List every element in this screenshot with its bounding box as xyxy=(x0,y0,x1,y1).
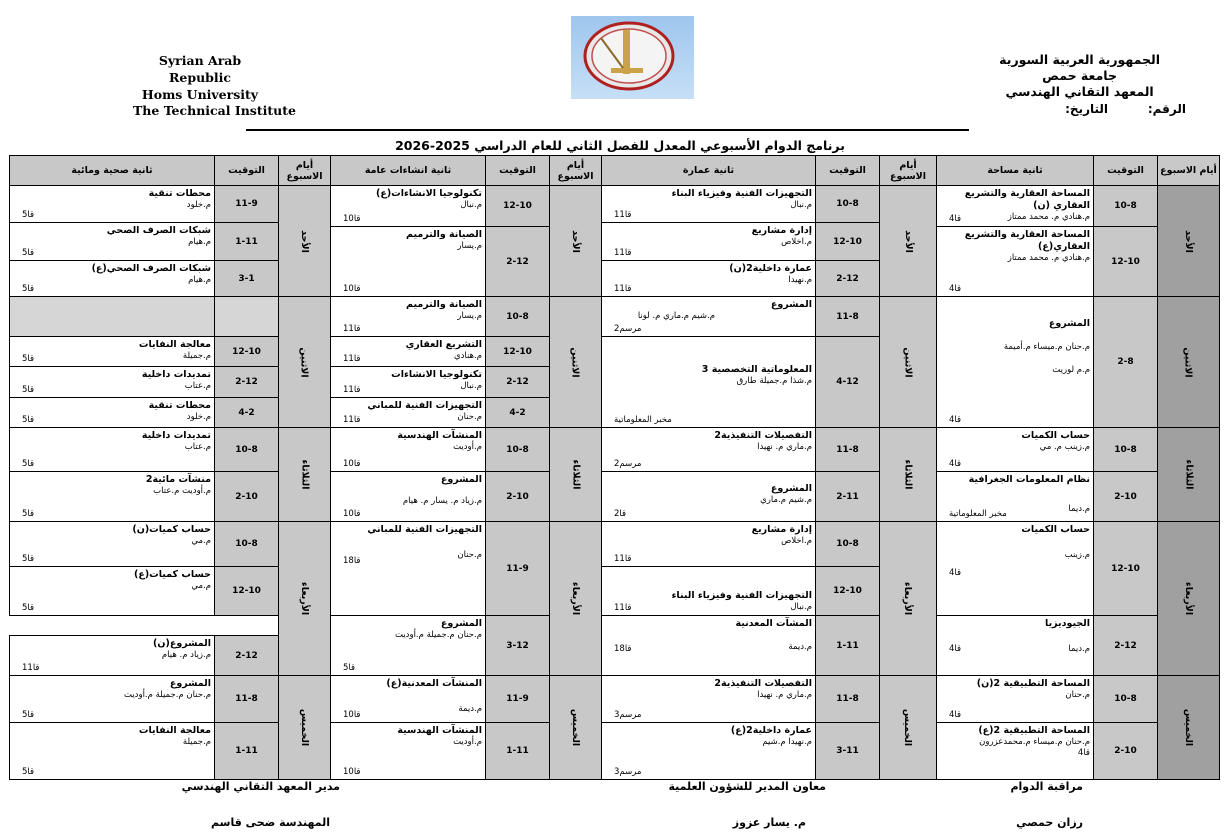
day-wednesday: الأربعاء xyxy=(550,522,602,676)
time-cell: 1-11 xyxy=(486,723,550,780)
day-thursday: الخميس xyxy=(279,676,331,780)
time-cell: 1-11 xyxy=(816,616,880,676)
class-cell: إدارة مشاريع م.اخلاص قا11 xyxy=(602,522,816,567)
col-day: أيام الاسبوع xyxy=(279,156,331,186)
class-cell: التجهيزات الفنية للمباني م.حنان قا11 xyxy=(331,398,486,428)
time-cell: 11-8 xyxy=(816,297,880,337)
day-tuesday: الثلاثاء xyxy=(1158,428,1220,522)
day-wednesday: الأربعاء xyxy=(279,522,331,676)
time-cell: 10-8 xyxy=(486,428,550,472)
class-cell: المنشآت المعدنية(ع) م.ديمة قا10 xyxy=(331,676,486,723)
class-cell: المشروع م.شيم م.ماري قا2 xyxy=(602,472,816,522)
day-sunday: الأحد xyxy=(550,186,602,297)
class-cell: التجهيزات الفنية للمباني م.حنان قا18 xyxy=(331,522,486,616)
signature-title: مراقبة الدوام xyxy=(1010,780,1083,793)
signature-name: المهندسة ضحى قاسم xyxy=(211,816,330,829)
class-cell: تكنولوجيا الانشاءات م.نبال قا11 xyxy=(331,367,486,398)
signature-title: معاون المدير للشؤون العلمية xyxy=(668,780,826,793)
class-cell: حساب كميات(ع) م.مي قا5 xyxy=(10,567,215,616)
time-cell: 10-8 xyxy=(215,428,279,472)
day-thursday: الخميس xyxy=(1158,676,1220,780)
class-cell: التجهيزات الفنية وفيزياء البناء م.نبال قا11 xyxy=(602,567,816,616)
time-cell: 3-11 xyxy=(816,723,880,780)
day-monday: الاثنين xyxy=(550,297,602,428)
time-cell: 10-8 xyxy=(486,297,550,337)
class-cell: التشريع العقاري م.هنادي قا11 xyxy=(331,337,486,367)
time-cell: 4-2 xyxy=(215,398,279,428)
day-tuesday: الثلاثاء xyxy=(880,428,937,522)
day-wednesday: الأربعاء xyxy=(880,522,937,676)
day-tuesday: الثلاثاء xyxy=(279,428,331,522)
col-survey: ثانية مساحة xyxy=(937,156,1094,186)
header-divider xyxy=(246,129,969,131)
class-cell: التجهيزات الفنية وفيزياء البناء م.نبال قا11 xyxy=(602,186,816,223)
class-cell: معالجة النفايات م.جميلة قا5 xyxy=(10,723,215,780)
class-cell: المساحة التطبيقية 2(ن) م.حنان قا4 xyxy=(937,676,1094,723)
empty-cell xyxy=(10,297,215,337)
time-cell: 10-8 xyxy=(215,522,279,567)
class-cell: نظام المعلومات الجغرافية م.ديما مخبر المعلوماتية xyxy=(937,472,1094,522)
class-cell: محطات تنقية م.خلود قا5 xyxy=(10,186,215,223)
time-cell: 2-11 xyxy=(816,472,880,522)
class-cell: المشآت المعدنية م.ديمة قا18 xyxy=(602,616,816,676)
ref-label: الرقم: xyxy=(1147,102,1186,116)
class-cell: المساحة التطبيقية 2(ع) م.حنان م.ميساء م.محمدعزرون قا4 xyxy=(937,723,1094,780)
class-cell: المشروع م.حنان م.جميلة م.أوديت قا5 xyxy=(331,616,486,676)
time-cell: 2-10 xyxy=(1094,723,1158,780)
class-cell: المشروع م.زياد م. يسار م. هيام قا10 xyxy=(331,472,486,522)
class-cell: حساب كميات(ن) م.مي قا5 xyxy=(10,522,215,567)
class-cell: تمديدات داخلية م.عتاب قا5 xyxy=(10,367,215,398)
signature-name: رزان حمصي xyxy=(1016,816,1083,829)
time-cell: 2-10 xyxy=(486,472,550,522)
time-cell: 1-11 xyxy=(215,723,279,780)
time-cell: 12-10 xyxy=(1094,522,1158,616)
class-cell: الجيوديزيا م.ديما قا4 xyxy=(937,616,1094,676)
class-cell: حساب الكميات م.زينب م. مي قا4 xyxy=(937,428,1094,472)
time-cell: 2-12 xyxy=(816,261,880,297)
time-cell: 12-10 xyxy=(215,337,279,367)
class-cell: التفصيلات التنفيذية2 م.ماري م. نهيدا مرسم3 xyxy=(602,676,816,723)
class-cell: الصيانة والترميم م.يسار قا11 xyxy=(331,297,486,337)
col-time: التوقيت xyxy=(1094,156,1158,186)
class-cell: محطات تنقية م.خلود قا5 xyxy=(10,398,215,428)
col-arch: ثانية عمارة xyxy=(602,156,816,186)
class-cell: المشروع م.حنان م.ميساء م.أميمة م.م لوريت قا4 xyxy=(937,297,1094,428)
day-wednesday: الأربعاء xyxy=(1158,522,1220,676)
col-health: ثانية صحية ومائية xyxy=(10,156,215,186)
country-ar: الجمهورية العربية السورية xyxy=(999,52,1160,67)
day-monday: الاثنين xyxy=(880,297,937,428)
day-sunday: الأحد xyxy=(880,186,937,297)
time-cell: 10-8 xyxy=(1094,186,1158,227)
col-day: أيام الاسبوع xyxy=(550,156,602,186)
class-cell: المساحة العقارية والتشريع العقاري (ن) م.هنادي م. محمد ممتاز قا4 xyxy=(937,186,1094,227)
university-ar: جامعة حمص xyxy=(1042,68,1118,83)
time-cell: 12-10 xyxy=(486,186,550,227)
day-sunday: الأحد xyxy=(1158,186,1220,297)
time-cell: 12-10 xyxy=(215,567,279,616)
institute-ar: المعهد التقاني الهندسي xyxy=(1005,84,1154,99)
class-cell: منشآت مائية2 م.أوديت م.عتاب قا5 xyxy=(10,472,215,522)
university-en: Homs University xyxy=(141,87,259,102)
time-cell: 10-8 xyxy=(816,186,880,223)
day-thursday: الخميس xyxy=(550,676,602,780)
class-cell: المساحة العقارية والتشريع العقاري(ع) م.هنادي م. محمد ممتاز قا4 xyxy=(937,227,1094,297)
class-cell: إدارة مشاريع م.اخلاص قا11 xyxy=(602,223,816,261)
class-cell: تكنولوجيا الانشاءات(ع) م.نبال قا10 xyxy=(331,186,486,227)
time-cell: 2-10 xyxy=(1094,472,1158,522)
time-cell: 2-12 xyxy=(215,636,279,676)
institute-en: The Technical Institute xyxy=(133,103,296,118)
time-cell: 11-8 xyxy=(215,676,279,723)
university-logo xyxy=(571,16,694,99)
col-day: أيام الاسبوع xyxy=(880,156,937,186)
class-cell: المنشآت الهندسية م.أوديت قا10 xyxy=(331,428,486,472)
time-cell: 2-12 xyxy=(1094,616,1158,676)
time-cell: 11-9 xyxy=(486,522,550,616)
class-cell: حساب الكميات م.زينب قا4 xyxy=(937,522,1094,616)
class-cell: المعلوماتية التخصصية 3 م.شذا م.جميلة طارق مخبر المعلوماتية xyxy=(602,337,816,428)
day-sunday: الأحد xyxy=(279,186,331,297)
class-cell: تمديدات داخلية م.عتاب قا5 xyxy=(10,428,215,472)
col-time: التوقيت xyxy=(486,156,550,186)
time-cell: 2-12 xyxy=(215,367,279,398)
time-cell: 3-1 xyxy=(215,261,279,297)
time-cell: 10-8 xyxy=(816,522,880,567)
empty-time xyxy=(215,297,279,337)
time-cell: 12-10 xyxy=(486,337,550,367)
time-cell: 4-2 xyxy=(486,398,550,428)
class-cell: شبكات الصرف الصحي(ع) م.هيام قا5 xyxy=(10,261,215,297)
class-cell: التفصيلات التنفيذية2 م.ماري م. نهيدا مرسم2 xyxy=(602,428,816,472)
time-cell: 10-8 xyxy=(1094,428,1158,472)
time-cell: 12-10 xyxy=(1094,227,1158,297)
col-day: أيام الاسبوع xyxy=(1158,156,1220,186)
time-cell: 11-8 xyxy=(816,428,880,472)
day-thursday: الخميس xyxy=(880,676,937,780)
class-cell: المنشآت الهندسية م.أوديت قا10 xyxy=(331,723,486,780)
time-cell: 10-8 xyxy=(1094,676,1158,723)
class-cell: معالجة النفايات م.جميلة قا5 xyxy=(10,337,215,367)
date-label: التاريخ: xyxy=(1065,102,1108,116)
class-cell: شبكات الصرف الصحي م.هيام قا5 xyxy=(10,223,215,261)
class-cell: عمارة داخلية2(ن) م.نهيدا قا11 xyxy=(602,261,816,297)
signature-name: م. يسار عزوز xyxy=(732,816,806,829)
country-en: Syrian Arab Republic xyxy=(158,53,242,85)
time-cell: 4-12 xyxy=(816,337,880,428)
class-cell: المشروع(ن) م.زياد م. هيام قا11 xyxy=(10,636,215,676)
schedule-table xyxy=(9,155,1220,780)
col-civil: ثانية انشاءات عامة xyxy=(331,156,486,186)
time-cell: 1-11 xyxy=(215,223,279,261)
time-cell: 11-8 xyxy=(816,676,880,723)
time-cell: 11-9 xyxy=(215,186,279,223)
time-cell: 3-12 xyxy=(486,616,550,676)
day-tuesday: الثلاثاء xyxy=(550,428,602,522)
time-cell: 12-10 xyxy=(816,223,880,261)
col-time: التوقيت xyxy=(816,156,880,186)
time-cell: 2-12 xyxy=(486,367,550,398)
time-cell: 2-12 xyxy=(486,227,550,297)
class-cell: الصيانة والترميم م.يسار قا10 xyxy=(331,227,486,297)
class-cell: عمارة داخلية2(ع) م.نهيدا م.شيم مرسم3 xyxy=(602,723,816,780)
header-english xyxy=(130,52,270,103)
time-cell: 2-8 xyxy=(1094,297,1158,428)
header-row xyxy=(10,156,1220,186)
day-monday: الاثنين xyxy=(1158,297,1220,428)
col-time: التوقيت xyxy=(215,156,279,186)
page-title: برنامج الدوام الأسبوعي المعدل للفصل الثاني للعام الدراسي 2025-2026 xyxy=(395,138,845,153)
signature-title: مدير المعهد التقاني الهندسي xyxy=(181,780,340,793)
time-cell: 2-10 xyxy=(215,472,279,522)
day-monday: الاثنين xyxy=(279,297,331,428)
class-cell: المشروع م.شيم م.ماري م. لونا مرسم2 xyxy=(602,297,816,337)
header-arabic xyxy=(999,52,1160,100)
time-cell: 12-10 xyxy=(816,567,880,616)
class-cell: المشروع م.حنان م.جميلة م.أوديت قا5 xyxy=(10,676,215,723)
time-cell: 11-9 xyxy=(486,676,550,723)
